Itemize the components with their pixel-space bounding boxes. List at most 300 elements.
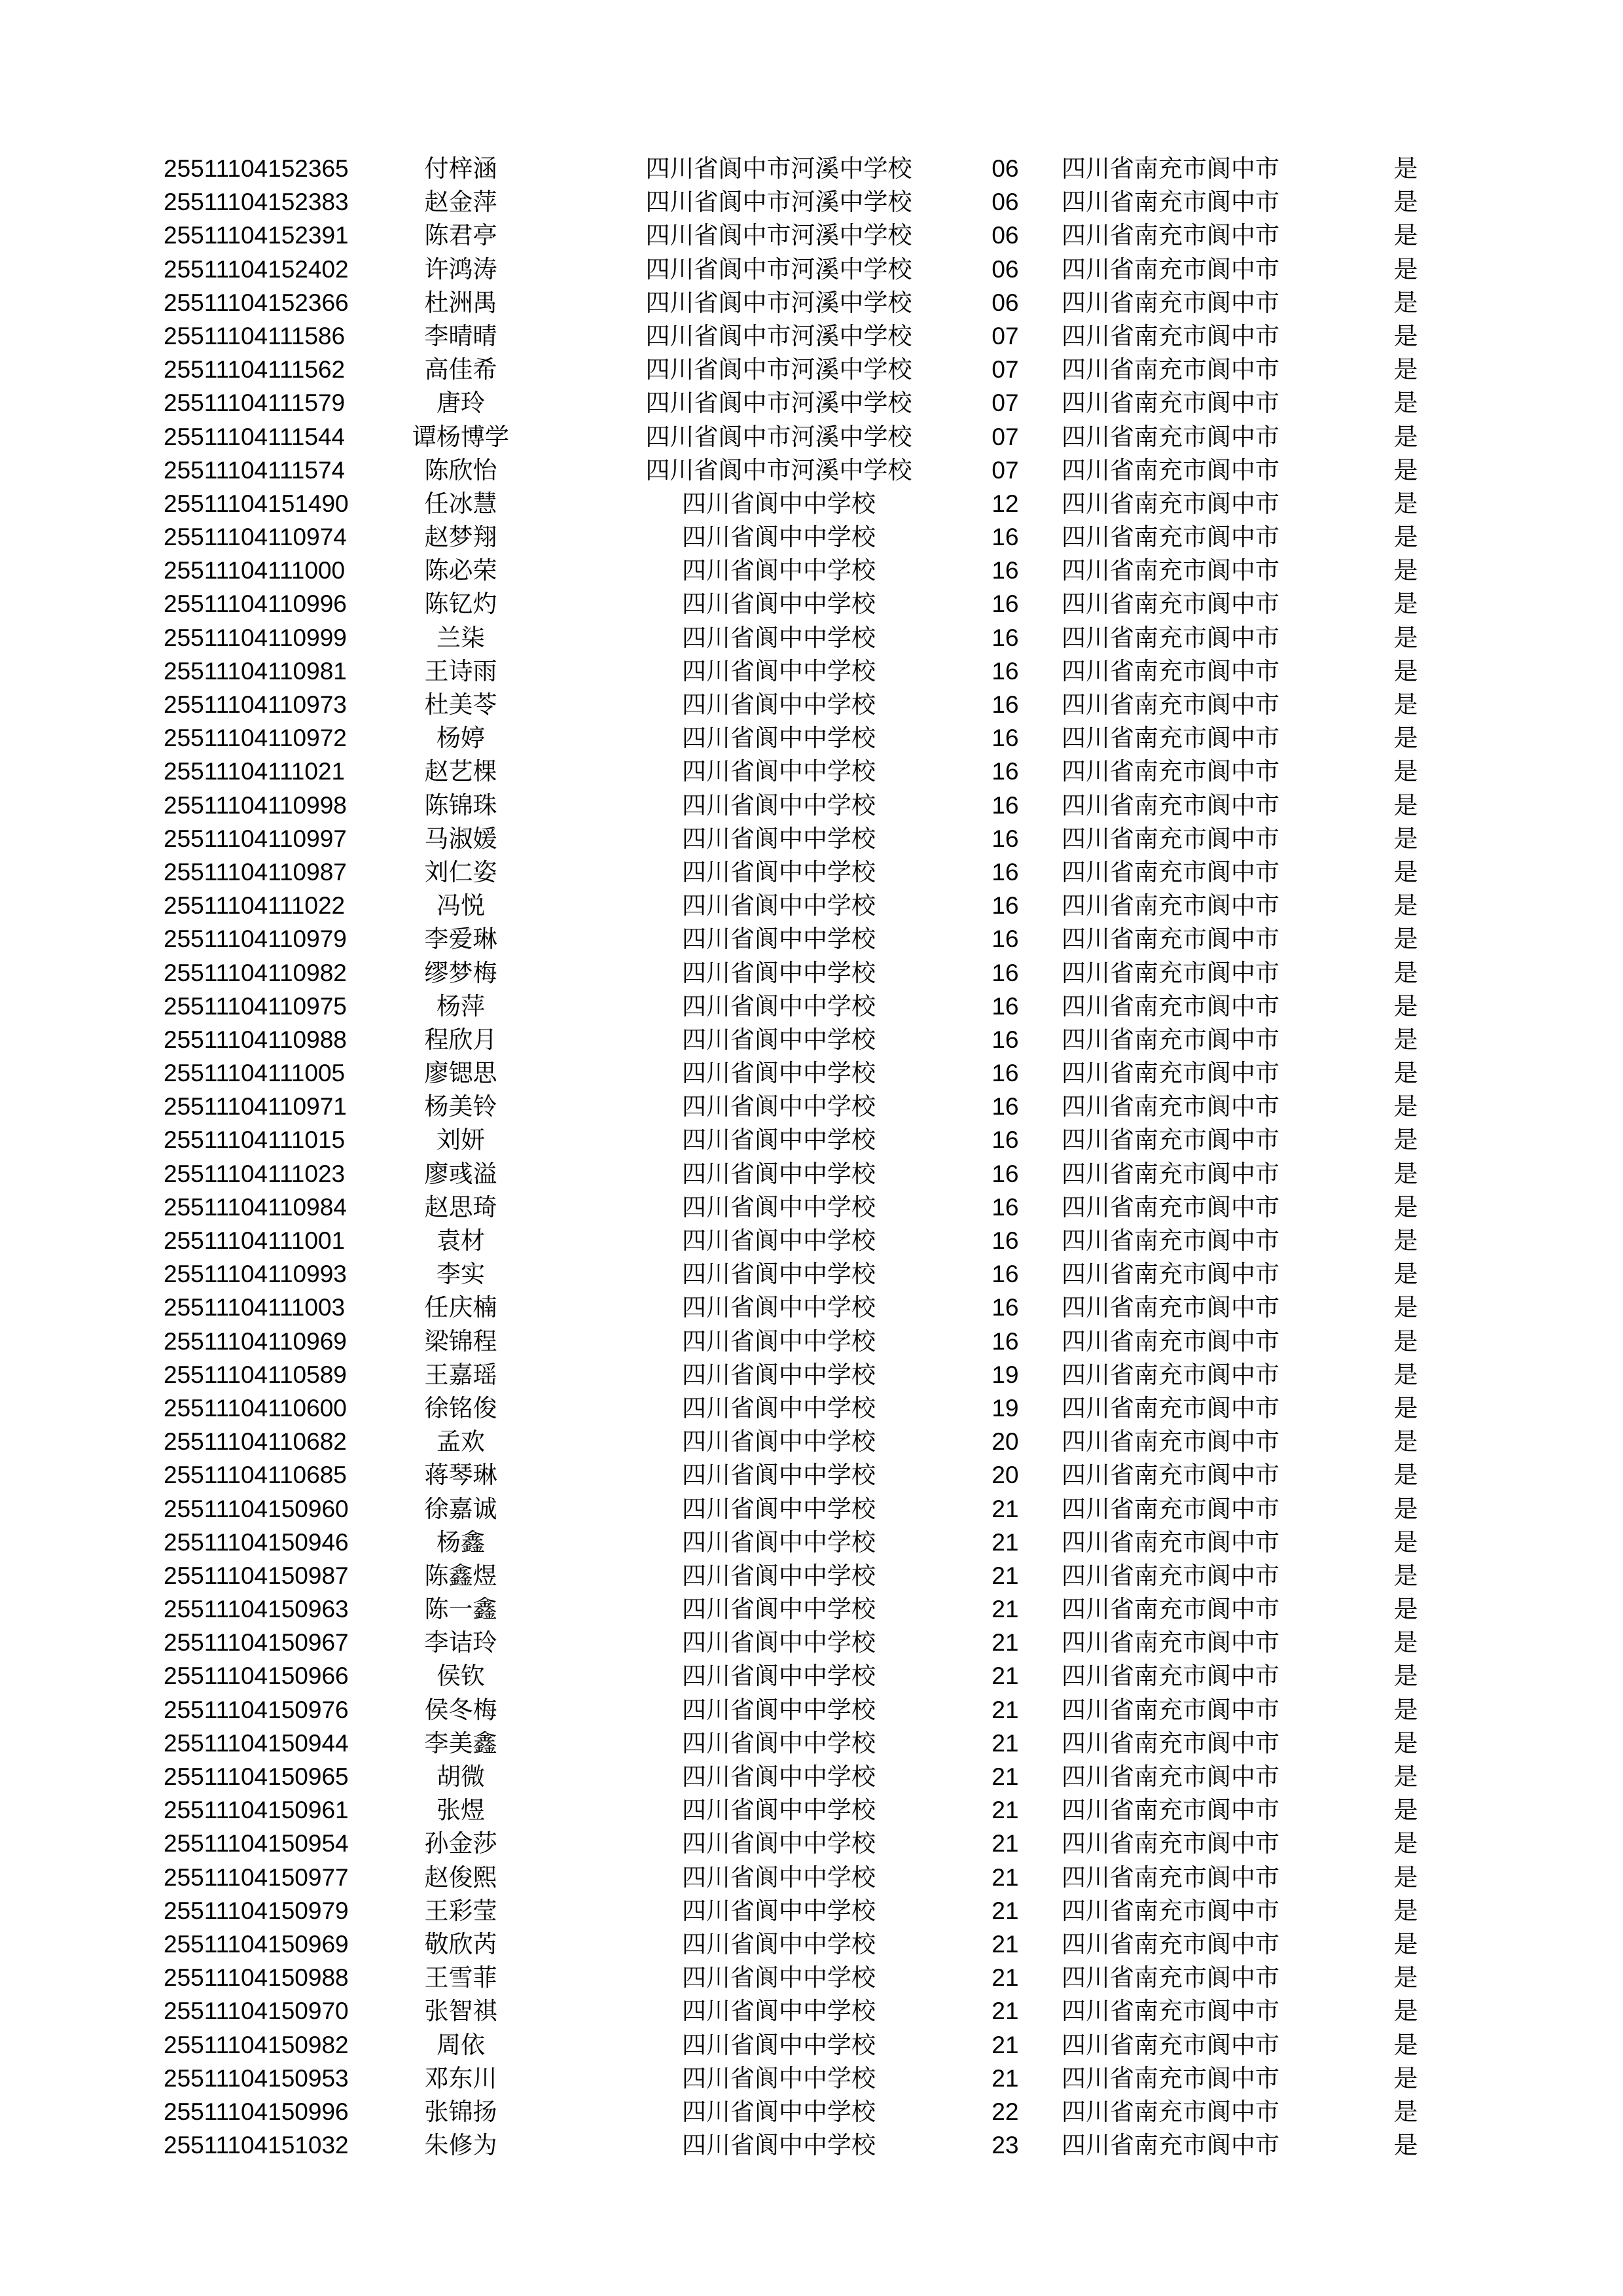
cell-status-flag: 是 [1393, 1528, 1418, 1556]
table-row [0, 1793, 1623, 1827]
cell-student-id: 25511104110975 [164, 992, 347, 1020]
cell-student-name: 高佳希 [424, 356, 497, 384]
table-row [0, 2128, 1623, 2162]
cell-status-flag: 是 [1393, 1361, 1418, 1388]
cell-school: 四川省阆中中学校 [682, 1830, 876, 1857]
cell-student-name: 赵俊熙 [424, 1863, 497, 1891]
table-row [0, 889, 1623, 922]
cell-student-name: 邓东川 [424, 2064, 497, 2092]
table-row [0, 253, 1623, 286]
cell-school: 四川省阆中中学校 [682, 1327, 876, 1355]
cell-class-number: 19 [991, 1394, 1019, 1422]
cell-class-number: 21 [991, 1629, 1019, 1657]
cell-school: 四川省阆中中学校 [682, 2064, 876, 2092]
cell-student-id: 25511104110979 [164, 925, 347, 953]
cell-student-id: 25511104150954 [164, 1830, 349, 1857]
cell-school: 四川省阆中中学校 [682, 959, 876, 986]
table-row [0, 554, 1623, 587]
cell-student-name: 王雪菲 [424, 1964, 497, 1992]
cell-class-number: 16 [991, 892, 1019, 920]
cell-region: 四川省南充市阆中市 [1061, 1026, 1279, 1053]
cell-student-id: 25511104150967 [164, 1629, 349, 1657]
cell-student-name: 刘仁姿 [424, 858, 497, 886]
cell-status-flag: 是 [1393, 657, 1418, 685]
cell-student-id: 25511104111005 [164, 1060, 346, 1087]
cell-class-number: 06 [991, 188, 1019, 216]
cell-student-name: 王诗雨 [424, 657, 497, 685]
table-row [0, 822, 1623, 855]
cell-class-number: 16 [991, 758, 1019, 785]
cell-status-flag: 是 [1393, 1696, 1418, 1723]
cell-student-name: 赵艺棵 [424, 758, 497, 785]
table-row [0, 1090, 1623, 1123]
cell-student-name: 赵思琦 [424, 1193, 497, 1221]
cell-school: 四川省阆中中学校 [682, 1227, 876, 1254]
cell-status-flag: 是 [1393, 423, 1418, 450]
cell-student-id: 25511104111023 [164, 1160, 346, 1187]
cell-region: 四川省南充市阆中市 [1061, 1662, 1279, 1690]
cell-class-number: 16 [991, 590, 1019, 618]
table-row [0, 1023, 1623, 1056]
cell-student-name: 李爱琳 [424, 925, 497, 953]
cell-class-number: 16 [991, 1327, 1019, 1355]
cell-student-name: 陈君亭 [424, 222, 497, 249]
cell-class-number: 16 [991, 557, 1019, 584]
cell-student-name: 蒋琴琳 [424, 1462, 497, 1489]
cell-student-id: 25511104152366 [164, 289, 349, 316]
cell-class-number: 06 [991, 255, 1019, 283]
cell-student-id: 25511104110974 [164, 524, 347, 551]
cell-school: 四川省阆中中学校 [682, 1998, 876, 2025]
table-row [0, 1325, 1623, 1358]
cell-school: 四川省阆中中学校 [682, 1495, 876, 1522]
cell-class-number: 22 [991, 2098, 1019, 2125]
table-row [0, 420, 1623, 454]
cell-class-number: 16 [991, 959, 1019, 986]
cell-student-id: 25511104111544 [164, 423, 346, 450]
table-row [0, 1191, 1623, 1224]
cell-student-name: 付梓涵 [424, 155, 497, 182]
table-row [0, 1827, 1623, 1860]
cell-student-id: 25511104110996 [164, 590, 347, 618]
cell-student-id: 25511104150996 [164, 2098, 349, 2125]
table-row [0, 2095, 1623, 2128]
cell-student-id: 25511104150944 [164, 1729, 349, 1757]
cell-region: 四川省南充市阆中市 [1061, 188, 1279, 216]
table-row [0, 520, 1623, 554]
cell-student-name: 赵梦翔 [424, 524, 497, 551]
cell-region: 四川省南充市阆中市 [1061, 1227, 1279, 1254]
cell-status-flag: 是 [1393, 1327, 1418, 1355]
table-row [0, 319, 1623, 353]
cell-class-number: 21 [991, 1897, 1019, 1924]
table-row [0, 621, 1623, 655]
cell-region: 四川省南充市阆中市 [1061, 2064, 1279, 2092]
cell-status-flag: 是 [1393, 959, 1418, 986]
cell-class-number: 23 [991, 2132, 1019, 2159]
cell-student-name: 朱修为 [424, 2132, 497, 2159]
cell-class-number: 16 [991, 1294, 1019, 1321]
cell-status-flag: 是 [1393, 389, 1418, 417]
cell-school: 四川省阆中市河溪中学校 [645, 456, 912, 484]
cell-student-name: 杨鑫 [437, 1528, 485, 1556]
cell-student-name: 张智祺 [424, 1998, 497, 2025]
cell-student-name: 赵金萍 [424, 188, 497, 216]
table-row [0, 1458, 1623, 1492]
cell-school: 四川省阆中市河溪中学校 [645, 322, 912, 350]
table-row [0, 1257, 1623, 1291]
cell-class-number: 20 [991, 1462, 1019, 1489]
cell-student-id: 25511104110600 [164, 1394, 347, 1422]
cell-student-id: 25511104151490 [164, 490, 349, 517]
cell-student-id: 25511104150961 [164, 1797, 349, 1824]
cell-school: 四川省阆中中学校 [682, 892, 876, 920]
cell-student-id: 25511104111000 [164, 557, 346, 584]
cell-status-flag: 是 [1393, 1930, 1418, 1958]
cell-status-flag: 是 [1393, 524, 1418, 551]
cell-region: 四川省南充市阆中市 [1061, 1462, 1279, 1489]
cell-status-flag: 是 [1393, 490, 1418, 517]
table-row [0, 152, 1623, 185]
table-row [0, 454, 1623, 487]
cell-student-id: 25511104152391 [164, 222, 349, 249]
table-row [0, 1659, 1623, 1693]
cell-student-name: 陈鑫煜 [424, 1562, 497, 1589]
cell-status-flag: 是 [1393, 791, 1418, 819]
cell-school: 四川省阆中市河溪中学校 [645, 155, 912, 182]
cell-status-flag: 是 [1393, 992, 1418, 1020]
cell-school: 四川省阆中中学校 [682, 1026, 876, 1053]
cell-class-number: 16 [991, 1227, 1019, 1254]
cell-student-id: 25511104110685 [164, 1462, 347, 1489]
cell-school: 四川省阆中中学校 [682, 1261, 876, 1288]
table-row [0, 386, 1623, 420]
cell-status-flag: 是 [1393, 1830, 1418, 1857]
table-row [0, 1559, 1623, 1592]
cell-class-number: 06 [991, 155, 1019, 182]
cell-student-name: 李美鑫 [424, 1729, 497, 1757]
cell-class-number: 21 [991, 1797, 1019, 1824]
cell-region: 四川省南充市阆中市 [1061, 858, 1279, 886]
cell-region: 四川省南充市阆中市 [1061, 1998, 1279, 2025]
student-list-table [0, 152, 1623, 2162]
cell-student-name: 冯悦 [437, 892, 485, 920]
cell-student-name: 任冰慧 [424, 490, 497, 517]
cell-student-name: 侯冬梅 [424, 1696, 497, 1723]
cell-region: 四川省南充市阆中市 [1061, 691, 1279, 718]
cell-student-id: 25511104111015 [164, 1126, 346, 1154]
table-row [0, 1894, 1623, 1928]
cell-student-id: 25511104150976 [164, 1696, 349, 1723]
table-row [0, 587, 1623, 620]
cell-region: 四川省南充市阆中市 [1061, 1160, 1279, 1187]
cell-class-number: 16 [991, 624, 1019, 651]
cell-region: 四川省南充市阆中市 [1061, 791, 1279, 819]
cell-student-name: 谭杨博学 [412, 423, 509, 450]
table-row [0, 956, 1623, 990]
cell-school: 四川省阆中中学校 [682, 1361, 876, 1388]
cell-region: 四川省南充市阆中市 [1061, 825, 1279, 852]
cell-school: 四川省阆中中学校 [682, 1060, 876, 1087]
cell-status-flag: 是 [1393, 1998, 1418, 2025]
cell-region: 四川省南充市阆中市 [1061, 1193, 1279, 1221]
cell-region: 四川省南充市阆中市 [1061, 2132, 1279, 2159]
cell-region: 四川省南充市阆中市 [1061, 1696, 1279, 1723]
cell-class-number: 19 [991, 1361, 1019, 1388]
cell-status-flag: 是 [1393, 557, 1418, 584]
cell-class-number: 21 [991, 1562, 1019, 1589]
cell-student-id: 25511104110993 [164, 1261, 347, 1288]
cell-student-id: 25511104111021 [164, 758, 346, 785]
table-row [0, 1492, 1623, 1526]
table-row [0, 789, 1623, 822]
cell-school: 四川省阆中中学校 [682, 524, 876, 551]
cell-student-name: 李晴晴 [424, 322, 497, 350]
table-row [0, 1861, 1623, 1894]
cell-region: 四川省南充市阆中市 [1061, 1763, 1279, 1790]
table-row [0, 1123, 1623, 1157]
cell-school: 四川省阆中市河溪中学校 [645, 423, 912, 450]
cell-school: 四川省阆中中学校 [682, 1662, 876, 1690]
cell-class-number: 21 [991, 1729, 1019, 1757]
cell-student-name: 敬欣芮 [424, 1930, 497, 1958]
table-row [0, 487, 1623, 520]
cell-class-number: 16 [991, 791, 1019, 819]
cell-school: 四川省阆中市河溪中学校 [645, 389, 912, 417]
cell-class-number: 16 [991, 1093, 1019, 1121]
table-row [0, 1358, 1623, 1391]
cell-student-id: 25511104111022 [164, 892, 346, 920]
cell-student-id: 25511104110969 [164, 1327, 347, 1355]
cell-status-flag: 是 [1393, 1193, 1418, 1221]
cell-school: 四川省阆中中学校 [682, 858, 876, 886]
cell-student-id: 25511104152365 [164, 155, 349, 182]
cell-status-flag: 是 [1393, 2132, 1418, 2159]
cell-region: 四川省南充市阆中市 [1061, 1294, 1279, 1321]
cell-student-id: 25511104150966 [164, 1662, 349, 1690]
cell-school: 四川省阆中中学校 [682, 1126, 876, 1154]
cell-class-number: 07 [991, 322, 1019, 350]
table-row [0, 855, 1623, 889]
cell-student-id: 25511104150969 [164, 1930, 349, 1958]
cell-student-name: 缪梦梅 [424, 959, 497, 986]
cell-region: 四川省南充市阆中市 [1061, 389, 1279, 417]
cell-region: 四川省南充市阆中市 [1061, 725, 1279, 752]
cell-student-name: 刘妍 [437, 1126, 485, 1154]
cell-status-flag: 是 [1393, 1462, 1418, 1489]
cell-status-flag: 是 [1393, 590, 1418, 618]
cell-status-flag: 是 [1393, 1797, 1418, 1824]
cell-student-id: 25511104110682 [164, 1428, 347, 1456]
cell-class-number: 21 [991, 1596, 1019, 1623]
cell-region: 四川省南充市阆中市 [1061, 557, 1279, 584]
cell-status-flag: 是 [1393, 1261, 1418, 1288]
table-row [0, 1928, 1623, 1961]
cell-region: 四川省南充市阆中市 [1061, 1897, 1279, 1924]
cell-student-id: 25511104110988 [164, 1026, 347, 1053]
table-row [0, 1760, 1623, 1793]
cell-student-name: 周依 [437, 2031, 485, 2058]
cell-status-flag: 是 [1393, 1294, 1418, 1321]
cell-region: 四川省南充市阆中市 [1061, 1327, 1279, 1355]
cell-class-number: 20 [991, 1428, 1019, 1456]
cell-student-name: 李诘玲 [424, 1629, 497, 1657]
cell-student-id: 25511104150982 [164, 2031, 349, 2058]
cell-status-flag: 是 [1393, 691, 1418, 718]
cell-region: 四川省南充市阆中市 [1061, 456, 1279, 484]
cell-school: 四川省阆中市河溪中学校 [645, 222, 912, 249]
cell-class-number: 07 [991, 456, 1019, 484]
cell-school: 四川省阆中中学校 [682, 2132, 876, 2159]
cell-class-number: 07 [991, 356, 1019, 384]
cell-student-name: 侯钦 [437, 1662, 485, 1690]
cell-status-flag: 是 [1393, 892, 1418, 920]
cell-region: 四川省南充市阆中市 [1061, 322, 1279, 350]
cell-class-number: 07 [991, 423, 1019, 450]
table-row [0, 2028, 1623, 2062]
cell-status-flag: 是 [1393, 1662, 1418, 1690]
cell-status-flag: 是 [1393, 758, 1418, 785]
table-row [0, 286, 1623, 319]
cell-student-id: 25511104110972 [164, 725, 347, 752]
cell-student-name: 杜美苓 [424, 691, 497, 718]
cell-status-flag: 是 [1393, 1495, 1418, 1522]
cell-class-number: 16 [991, 992, 1019, 1020]
cell-student-name: 徐嘉诚 [424, 1495, 497, 1522]
cell-class-number: 16 [991, 657, 1019, 685]
cell-status-flag: 是 [1393, 1562, 1418, 1589]
cell-status-flag: 是 [1393, 1729, 1418, 1757]
cell-student-id: 25511104110984 [164, 1193, 347, 1221]
cell-status-flag: 是 [1393, 1596, 1418, 1623]
cell-school: 四川省阆中中学校 [682, 1729, 876, 1757]
table-row [0, 721, 1623, 755]
cell-student-id: 25511104150977 [164, 1863, 349, 1891]
cell-status-flag: 是 [1393, 1394, 1418, 1422]
cell-student-name: 陈必荣 [424, 557, 497, 584]
cell-student-name: 程欣月 [424, 1026, 497, 1053]
table-row [0, 1994, 1623, 2028]
cell-student-id: 25511104150960 [164, 1495, 349, 1522]
cell-status-flag: 是 [1393, 858, 1418, 886]
cell-status-flag: 是 [1393, 2098, 1418, 2125]
cell-student-name: 徐铭俊 [424, 1394, 497, 1422]
cell-student-name: 张锦扬 [424, 2098, 497, 2125]
cell-student-name: 张煜 [437, 1797, 485, 1824]
cell-school: 四川省阆中中学校 [682, 2098, 876, 2125]
cell-status-flag: 是 [1393, 155, 1418, 182]
cell-region: 四川省南充市阆中市 [1061, 490, 1279, 517]
cell-student-id: 25511104110987 [164, 858, 347, 886]
cell-student-id: 25511104152383 [164, 188, 349, 216]
cell-region: 四川省南充市阆中市 [1061, 1930, 1279, 1958]
cell-school: 四川省阆中中学校 [682, 590, 876, 618]
table-row [0, 1224, 1623, 1257]
cell-status-flag: 是 [1393, 1763, 1418, 1790]
cell-region: 四川省南充市阆中市 [1061, 1093, 1279, 1121]
cell-status-flag: 是 [1393, 1093, 1418, 1121]
cell-status-flag: 是 [1393, 1428, 1418, 1456]
table-row [0, 990, 1623, 1023]
cell-school: 四川省阆中市河溪中学校 [645, 255, 912, 283]
cell-school: 四川省阆中中学校 [682, 1562, 876, 1589]
cell-class-number: 21 [991, 1662, 1019, 1690]
cell-school: 四川省阆中中学校 [682, 992, 876, 1020]
cell-class-number: 16 [991, 691, 1019, 718]
table-row [0, 1727, 1623, 1760]
cell-student-name: 廖彧溢 [424, 1160, 497, 1187]
cell-region: 四川省南充市阆中市 [1061, 892, 1279, 920]
cell-school: 四川省阆中中学校 [682, 1394, 876, 1422]
cell-class-number: 06 [991, 222, 1019, 249]
cell-region: 四川省南充市阆中市 [1061, 992, 1279, 1020]
cell-status-flag: 是 [1393, 725, 1418, 752]
cell-student-id: 25511104111574 [164, 456, 346, 484]
cell-student-name: 胡微 [437, 1763, 485, 1790]
cell-region: 四川省南充市阆中市 [1061, 1797, 1279, 1824]
cell-student-id: 25511104150953 [164, 2064, 349, 2092]
cell-student-id: 25511104110981 [164, 657, 347, 685]
cell-student-id: 25511104150963 [164, 1596, 349, 1623]
cell-class-number: 21 [991, 1763, 1019, 1790]
cell-region: 四川省南充市阆中市 [1061, 959, 1279, 986]
cell-student-id: 25511104111001 [164, 1227, 346, 1254]
cell-school: 四川省阆中中学校 [682, 1763, 876, 1790]
cell-school: 四川省阆中中学校 [682, 1930, 876, 1958]
cell-status-flag: 是 [1393, 1026, 1418, 1053]
cell-school: 四川省阆中中学校 [682, 490, 876, 517]
cell-school: 四川省阆中市河溪中学校 [645, 356, 912, 384]
cell-region: 四川省南充市阆中市 [1061, 1596, 1279, 1623]
table-row [0, 353, 1623, 386]
cell-school: 四川省阆中中学校 [682, 1193, 876, 1221]
cell-student-name: 杨美铃 [424, 1093, 497, 1121]
cell-student-id: 25511104111003 [164, 1294, 346, 1321]
cell-class-number: 21 [991, 1930, 1019, 1958]
cell-class-number: 21 [991, 1495, 1019, 1522]
cell-student-name: 杜洲禺 [424, 289, 497, 316]
cell-status-flag: 是 [1393, 1126, 1418, 1154]
cell-student-name: 王嘉瑶 [424, 1361, 497, 1388]
cell-status-flag: 是 [1393, 222, 1418, 249]
cell-school: 四川省阆中市河溪中学校 [645, 188, 912, 216]
cell-school: 四川省阆中中学校 [682, 925, 876, 953]
cell-class-number: 06 [991, 289, 1019, 316]
cell-region: 四川省南充市阆中市 [1061, 289, 1279, 316]
cell-status-flag: 是 [1393, 2064, 1418, 2092]
cell-student-name: 兰柒 [437, 624, 485, 651]
cell-status-flag: 是 [1393, 1060, 1418, 1087]
cell-student-name: 马淑媛 [424, 825, 497, 852]
cell-student-id: 25511104110971 [164, 1093, 347, 1121]
cell-student-name: 杨婷 [437, 725, 485, 752]
cell-student-name: 孙金莎 [424, 1830, 497, 1857]
table-row [0, 755, 1623, 788]
cell-region: 四川省南充市阆中市 [1061, 356, 1279, 384]
cell-region: 四川省南充市阆中市 [1061, 1528, 1279, 1556]
cell-region: 四川省南充市阆中市 [1061, 1126, 1279, 1154]
cell-school: 四川省阆中中学校 [682, 1964, 876, 1992]
cell-region: 四川省南充市阆中市 [1061, 1562, 1279, 1589]
cell-student-id: 25511104111562 [164, 356, 346, 384]
cell-student-name: 陈锦珠 [424, 791, 497, 819]
cell-region: 四川省南充市阆中市 [1061, 423, 1279, 450]
cell-school: 四川省阆中中学校 [682, 758, 876, 785]
table-row [0, 688, 1623, 721]
cell-class-number: 16 [991, 1126, 1019, 1154]
cell-school: 四川省阆中中学校 [682, 557, 876, 584]
cell-status-flag: 是 [1393, 1629, 1418, 1657]
